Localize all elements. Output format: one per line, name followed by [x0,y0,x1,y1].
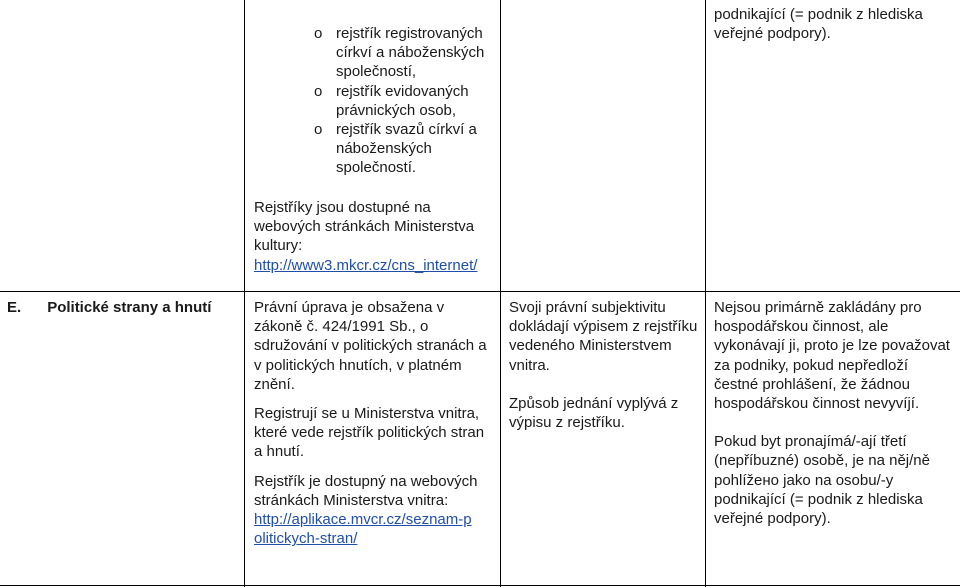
list-bullet: o [314,82,323,100]
registry-note-cell [254,198,489,275]
acting-method-paragraph: Způsob jednání vyplývá z výpisu z rejstříku. [509,394,679,432]
enterprise-status-paragraph: Nejsou primárně zakládány pro hospodářskou činnost, ale vykonávají ji, proto je lze považovat za podniky, pokud nepředloží čestné prohlášení, že žádnou hospodářskou činnost nevyvíjí. [714,299,950,413]
row-bottom-border [0,585,960,586]
top-col4-cell [714,5,939,43]
row-e-letter: E. [7,299,22,316]
row-e-label: Politické strany a hnutí [47,299,212,316]
col-divider-2 [500,0,501,587]
mkcr-registry-link[interactable]: http://www3.mkcr.cz/cns_internet/ [254,256,478,274]
col-divider-3 [705,0,706,587]
row-e-col3-cell [509,298,701,432]
legal-personality-paragraph: Svoji právní subjektivitu dokládají výpisem z rejstříku vedeného Ministerstvem vnitra. [509,299,698,374]
registry-note: Rejstříky jsou dostupné na webových stránkách Ministerstva kultury: [254,199,475,255]
rental-paragraph: Pokud byt pronajímá/-ají třetí (nepříbuzné) osobě, je na něj/ně pohlížено jako na osobu/-y podnikající (= podnik z hlediska veřejné podpory). [714,433,930,528]
list-item: o rejstřík evidovaných právnických osob, [314,82,469,119]
list-item: o rejstřík registrovaných církví a náboženských společností, [314,25,485,81]
col-divider-1 [244,0,245,587]
row-top-border [0,291,960,292]
registry-list-cell [314,24,500,178]
registry-availability-paragraph: Rejstřík je dostupný na webových stránkách Ministerstva vnitra: [254,472,478,509]
list-item: o rejstřík svazů církví a náboženských společností. [314,121,477,177]
legal-basis-paragraph: Právní úprava je obsažena v zákoně č. 424/1991 Sb., o sdružování v politických stranách a v politických hnutích, v platném znění. [254,299,487,393]
list-bullet: o [314,121,323,139]
row-e-col4-cell [714,298,954,528]
list-bullet: o [314,25,323,42]
top-col4-text: podnikající (= podnik z hlediska veřejné podpory). [714,6,923,43]
registry-list [314,24,500,178]
row-e-col2-cell [254,298,494,548]
mvcr-registry-link[interactable]: http://aplikace.mvcr.cz/seznam-politickych-stran/ [254,511,472,548]
registration-paragraph: Registrují se u Ministerstva vnitra, které vede rejstřík politických stran a hnutí. [254,405,485,461]
row-e-label-cell [7,298,243,317]
